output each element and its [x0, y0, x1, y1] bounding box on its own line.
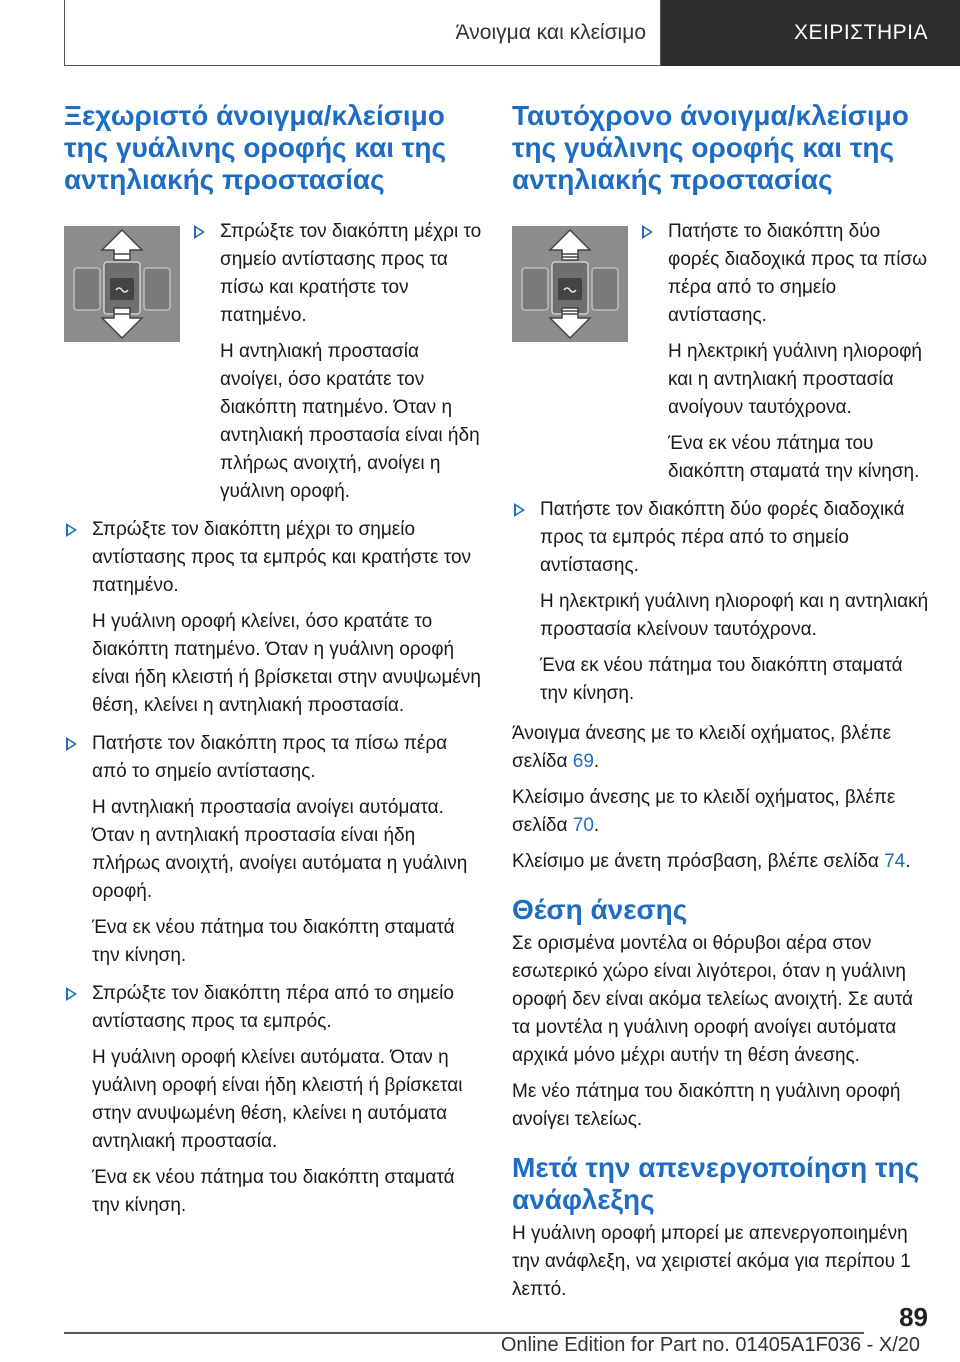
ref-paragraph-3: Κλείσιμο με άνετη πρόσβαση, βλέπε σελίδα 74.	[512, 851, 911, 872]
page-header	[64, 0, 960, 66]
edition-text: Online Edition for Part no. 01405A1F036 - X/20	[500, 1334, 920, 1356]
step-note: Ένα εκ νέου πάτημα του διακόπτη σταματά την κίνηση.	[668, 433, 920, 482]
ignition-paragraph: Η γυάλινη οροφή μπορεί με απενεργοποιημένη την ανάφλεξη, να χειριστεί ακόμα για περίπου 1 λεπτό.	[512, 1223, 911, 1300]
chapter-label: ΧΕΙΡΙΣΤΗΡΙΑ	[793, 21, 928, 44]
left-step-2	[64, 516, 484, 720]
section-header	[64, 0, 661, 66]
right-step-1	[640, 218, 932, 486]
comfort-paragraph-1: Σε ορισμένα μοντέλα οι θόρυβοι αέρα στον εσωτερικό χώρο είναι λιγότεροι, όταν η γυάλινη οροφή δεν είναι ακόμα τελείως ανοιχτή. Σε αυτά τα μοντέλα η γυάλινη οροφή ανοίγει αυτόματα αρχικά μόνο μέχρι αυτήν τη θέση άνεσης.	[512, 933, 914, 1066]
page-link-69[interactable]: 69	[572, 751, 594, 772]
step-note: Η αντηλιακή προστασία ανοίγει, όσο κρατάτε τον διακόπτη πατημένο. Όταν η αντηλιακή προστασία είναι ήδη πλήρως ανοιχτή, ανοίγει η γυάλινη οροφή.	[220, 341, 480, 502]
right-step-2	[512, 496, 932, 708]
ref-paragraph-1: Άνοιγμα άνεσης με το κλειδί οχήματος, βλέπε σελίδα 69.	[512, 723, 892, 772]
step-text: Πατήστε το διακόπτη δύο φορές διαδοχικά προς τα πίσω πέρα από το σημείο αντίστασης.	[668, 221, 928, 326]
step-triangle-icon	[66, 523, 77, 537]
page-link-74[interactable]: 74	[884, 851, 906, 872]
step-note: Η αντηλιακή προστασία ανοίγει αυτόματα. Όταν η αντηλιακή προστασία είναι ήδη πλήρως ανοιχτή, ανοίγει αυτόματα η γυάλινη οροφή.	[92, 797, 468, 902]
right-figure-row	[512, 218, 932, 496]
step-text: Πατήστε τον διακόπτη προς τα πίσω πέρα από το σημείο αντίστασης.	[92, 733, 448, 782]
left-figure-row	[64, 218, 484, 516]
left-section-title: Ξεχωριστό άνοιγμα/κλείσιμο της γυάλινης οροφής και της αντηλιακής προστασίας	[64, 100, 447, 195]
step-text: Σπρώξτε τον διακόπτη πέρα από το σημείο αντίστασης προς τα εμπρός.	[92, 983, 454, 1032]
switch-figure	[512, 226, 628, 342]
left-step-4	[64, 980, 484, 1220]
section-label: Άνοιγμα και κλείσιμο	[455, 20, 646, 44]
chapter-header	[661, 0, 960, 66]
left-column	[64, 100, 484, 1230]
switch-figure	[64, 226, 180, 342]
step-text: Σπρώξτε τον διακόπτη μέχρι το σημείο αντίστασης προς τα εμπρός και κρατήστε τον πατημένο.	[92, 519, 472, 596]
step-text: Σπρώξτε τον διακόπτη μέχρι το σημείο αντίστασης προς τα πίσω και κρατήστε τον πατημένο.	[220, 221, 482, 326]
step-note: Η γυάλινη οροφή κλείνει αυτόματα. Όταν η γυάλινη οροφή είναι ήδη κλειστή ή βρίσκεται στην ανυψωμένη θέση, κλείνει η αυτόματα αντηλιακή προστασία.	[92, 1047, 463, 1152]
left-step-3	[64, 730, 484, 970]
step-triangle-icon	[642, 225, 653, 239]
step-note: Η ηλεκτρική γυάλινη ηλιοροφή και η αντηλιακή προστασία ανοίγουν ταυτόχρονα.	[668, 341, 922, 418]
left-step-1	[192, 218, 484, 506]
step-triangle-icon	[194, 225, 205, 239]
step-triangle-icon	[66, 737, 77, 751]
roof-switch-double-icon	[512, 226, 628, 342]
comfort-paragraph-2: Με νέο πάτημα του διακόπτη η γυάλινη οροφή ανοίγει τελείως.	[512, 1081, 901, 1130]
right-section-title: Ταυτόχρονο άνοιγμα/κλείσιμο της γυάλινης οροφής και της αντηλιακής προστασίας	[512, 100, 909, 195]
step-text: Πατήστε τον διακόπτη δύο φορές διαδοχικά προς τα εμπρός πέρα από το σημείο αντίστασης.	[540, 499, 905, 576]
step-note: Ένα εκ νέου πάτημα του διακόπτη σταματά την κίνηση.	[92, 1167, 455, 1216]
step-triangle-icon	[66, 987, 77, 1001]
step-note: Ένα εκ νέου πάτημα του διακόπτη σταματά την κίνηση.	[540, 655, 903, 704]
page-link-70[interactable]: 70	[572, 815, 594, 836]
right-column	[512, 100, 932, 1312]
ref-paragraph-2: Κλείσιμο άνεσης με το κλειδί οχήματος, βλέπε σελίδα 70.	[512, 787, 896, 836]
step-note: Η ηλεκτρική γυάλινη ηλιοροφή και η αντηλιακή προστασία κλείνουν ταυτόχρονα.	[540, 591, 929, 640]
roof-switch-icon	[64, 226, 180, 342]
page-number: 89	[899, 1302, 928, 1332]
step-note: Ένα εκ νέου πάτημα του διακόπτη σταματά την κίνηση.	[92, 917, 455, 966]
step-triangle-icon	[514, 503, 525, 517]
comfort-title: Θέση άνεσης	[512, 894, 688, 925]
ignition-title: Μετά την απενεργοποίηση της ανάφλεξης	[512, 1152, 920, 1215]
step-note: Η γυάλινη οροφή κλείνει, όσο κρατάτε το διακόπτη πατημένο. Όταν η γυάλινη οροφή είναι ήδη κλειστή ή βρίσκεται στην ανυψωμένη θέση, κλείνει η αντηλιακή προστασία.	[92, 611, 481, 716]
